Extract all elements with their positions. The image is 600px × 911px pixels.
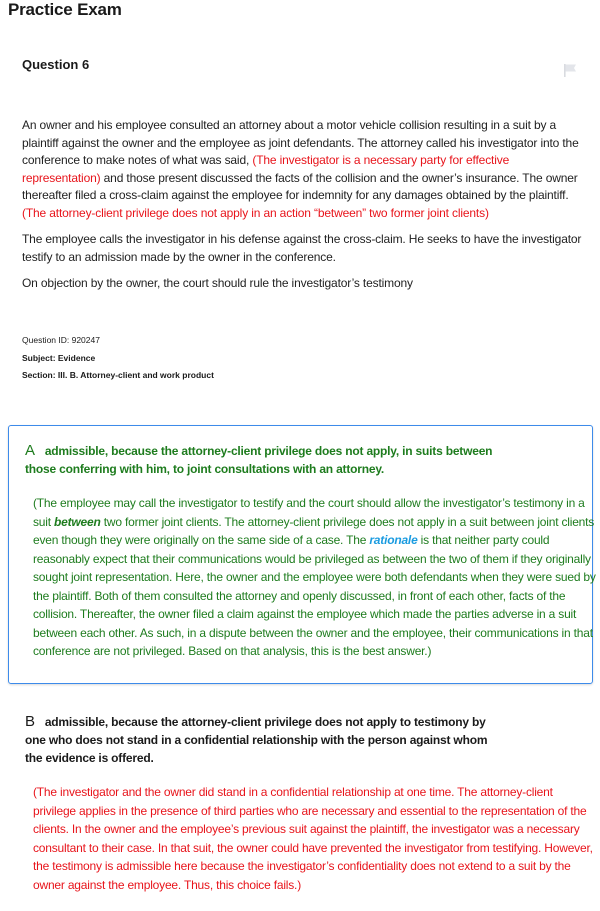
stem-paragraph-3: On objection by the owner, the court should rule the investigator’s testimony — [22, 276, 413, 290]
flag-icon[interactable] — [563, 63, 577, 77]
stem-paragraph-2: The employee calls the investigator in his defense against the cross-claim. He seeks to have the investigator testify to an admission made by the owner in the conference. — [22, 232, 582, 264]
emphasis-rationale: rationale — [369, 533, 418, 547]
choice-b-explanation: (The investigator and the owner did stand in a confidential relationship at one time. The attorney-client privilege applies in the presence of third parties who are necessary and essential to the representation of the clients. In the owner and the employee’s previous suit against the plaintiff, the investigator was a necessary consultant to their case. In that suit, the owner could have prevented the investigator from testifying. However, the testimony is admissible here because the investigator’s confidentiality does not extend to a suit by the owner against the employee. Thus, this choice fails.) — [33, 785, 593, 892]
question-stem — [22, 117, 582, 302]
choice-text: admissible, because the attorney-client privilege does not apply, in suits between those conferring with him, to joint consultations with an attorney. — [25, 444, 493, 476]
choice-a-explanation: (The employee may call the investigator to testify and the court should allow the investigator’s testimony in a suit between two former joint clients. The attorney-client privilege does not apply in a suit between joint clients even though they were originally on the same side of a case. The rationale is that neither party could reasonably expect that their communications would be privileged as between the two of them if they originally sought joint representation. Here, the owner and the employee were both defendants when they were sued by the plaintiff. Both of them consulted the attorney and openly discussed, in front of each other, facts of the collision. Thereafter, the owner filed a claim against the employee which made the parties adverse in a suit between each other. As such, in a dispute between the owner and the employee, their communications in that conference are not privileged. Based on that analysis, this is the best answer.) — [33, 496, 596, 658]
stem-note: (The attorney-client privilege does not apply in an action “between” two former joint clients) — [22, 205, 489, 220]
question-section: Section: III. B. Attorney-client and work product — [22, 370, 214, 380]
choice-letter: A — [25, 442, 35, 459]
page-title: Practice Exam — [8, 0, 122, 19]
question-subject: Subject: Evidence — [22, 352, 96, 363]
question-id: Question ID: 920247 — [22, 335, 100, 345]
question-meta — [22, 332, 214, 385]
choice-b[interactable] — [25, 713, 495, 767]
question-title: Question 6 — [22, 57, 90, 72]
choice-text: admissible, because the attorney-client privilege does not apply to testimony by one who does not stand in a confidential relationship with the person against whom the evidence is offered. — [25, 715, 488, 765]
stem-note: (The investigator is a necessary party for effective representation) — [22, 153, 510, 185]
emphasis-between: between — [54, 514, 101, 529]
choice-a[interactable] — [25, 442, 495, 478]
stem-paragraph-1: An owner and his employee consulted an attorney about a motor vehicle collision resulting in a suit by a plaintiff against the owner and the employee as joint defendants. The attorney called his investigator into the conference to make notes of what was said, (The investigator is a necessary party for effective representation) and those present discussed the facts of the collision and the owner’s insurance. The owner thereafter filed a cross-claim against the employee for indemnity for any damages obtained by the plaintiff. (The attorney-client privilege does not apply in an action “between” two former joint clients) — [22, 118, 579, 220]
choice-letter: B — [25, 713, 35, 730]
